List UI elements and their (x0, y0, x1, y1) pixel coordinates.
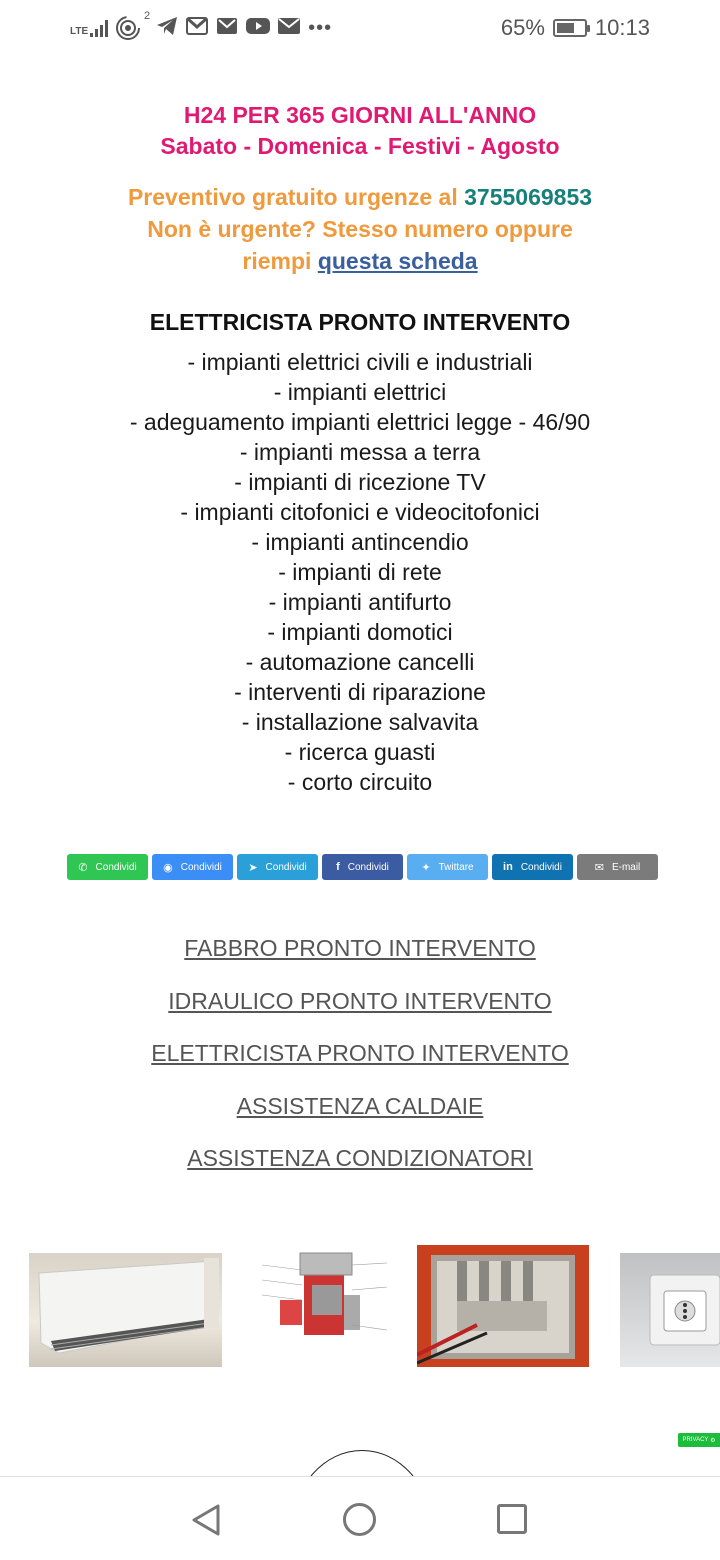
quote-line-2: Non è urgente? Stesso numero oppure (147, 216, 573, 242)
availability-banner (0, 100, 720, 162)
whatsapp-icon: ✆ (78, 861, 88, 874)
twitter-icon: ✦ (421, 861, 431, 874)
phone-number-link[interactable]: 3755069853 (464, 184, 593, 210)
home-button[interactable] (343, 1503, 376, 1536)
banner-line-2: Sabato - Domenica - Festivi - Agosto (160, 133, 560, 159)
lock-repair-image[interactable] (417, 1245, 589, 1367)
share-label: Condividi (265, 861, 307, 873)
service-item: - corto circuito (287, 769, 433, 795)
telegram-icon: ➤ (248, 861, 258, 874)
electrical-socket-image[interactable] (620, 1253, 720, 1367)
service-item: - impianti di rete (278, 559, 442, 585)
share-facebook-button[interactable] (322, 854, 403, 880)
telegram-icon (156, 16, 178, 41)
link-elettricista-pronto-intervento[interactable]: ELETTRICISTA PRONTO INTERVENTO (151, 1040, 569, 1066)
service-item: - adeguamento impianti elettrici legge - 46/90 (129, 409, 591, 435)
page-content (0, 100, 720, 797)
youtube-icon (246, 17, 270, 40)
share-twitter-button[interactable] (407, 854, 488, 880)
share-label: Condividi (520, 861, 562, 873)
privacy-badge[interactable] (678, 1433, 720, 1447)
share-label: Condividi (95, 861, 137, 873)
recent-apps-button[interactable] (497, 1504, 527, 1534)
quote-line-3 (0, 245, 720, 277)
back-button[interactable] (190, 1503, 222, 1542)
share-label: Twittare (438, 861, 474, 873)
service-item: - impianti domotici (267, 619, 453, 645)
share-linkedin-button[interactable] (492, 854, 573, 880)
share-label: Condividi (347, 861, 389, 873)
service-item: - impianti elettrici civili e industriali (187, 349, 533, 375)
battery-icon (553, 19, 587, 37)
services-list (0, 347, 720, 797)
share-email-button[interactable] (577, 854, 658, 880)
more-icon: ••• (308, 16, 333, 39)
share-label: E-mail (611, 861, 641, 873)
gmail-icon (186, 17, 208, 40)
service-item: - impianti antincendio (251, 529, 469, 555)
service-item: - installazione salvavita (241, 709, 479, 735)
status-right (501, 14, 650, 42)
quote-line-3-prefix: riempi (242, 248, 318, 274)
service-item: - impianti di ricezione TV (234, 469, 486, 495)
linkedin-icon: in (503, 861, 513, 873)
hotspot-icon (116, 10, 151, 40)
image-carousel[interactable] (0, 1245, 720, 1370)
service-item: - impianti elettrici (273, 379, 447, 405)
battery-percent: 65% (500, 15, 545, 40)
link-assistenza-caldaie[interactable]: ASSISTENZA CALDAIE (236, 1092, 484, 1119)
service-item: - impianti messa a terra (239, 439, 481, 465)
share-label: Condividi (180, 861, 222, 873)
system-navigation-bar (0, 1476, 720, 1560)
air-conditioner-image[interactable] (29, 1253, 222, 1367)
gear-icon: ⚙ (710, 1437, 716, 1444)
link-idraulico-pronto-intervento[interactable]: IDRAULICO PRONTO INTERVENTO (168, 987, 552, 1014)
status-bar (0, 0, 720, 56)
share-whatsapp-button[interactable] (67, 854, 148, 880)
service-item: - interventi di riparazione (234, 679, 486, 705)
facebook-icon: f (336, 861, 340, 873)
email-icon: ✉ (594, 861, 604, 874)
service-item: - impianti citofonici e videocitofonici (180, 499, 540, 525)
share-telegram-button[interactable] (237, 854, 318, 880)
share-messenger-button[interactable] (152, 854, 233, 880)
quote-block (0, 181, 720, 277)
share-buttons (67, 854, 658, 880)
boiler-diagram-image[interactable] (252, 1245, 394, 1355)
hotspot-count: 2 (144, 10, 151, 22)
service-item: - automazione cancelli (245, 649, 475, 675)
link-fabbro-pronto-intervento[interactable]: FABBRO PRONTO INTERVENTO (184, 935, 536, 961)
privacy-label: PRIVACY (682, 1437, 709, 1443)
gmail-icon (216, 17, 238, 40)
section-heading: ELETTRICISTA PRONTO INTERVENTO (149, 309, 571, 335)
banner-line-1: H24 PER 365 GIORNI ALL'ANNO (183, 102, 537, 128)
signal-icon (70, 19, 108, 37)
link-assistenza-condizionatori[interactable]: ASSISTENZA CONDIZIONATORI (187, 1145, 533, 1171)
status-icons (70, 10, 333, 42)
form-link[interactable]: questa scheda (317, 248, 478, 274)
network-type: LTE (70, 26, 89, 37)
quote-line-1 (0, 181, 720, 213)
quote-prefix: Preventivo gratuito urgenze al (127, 184, 465, 210)
related-links (0, 922, 720, 1185)
mail-icon (278, 17, 300, 40)
service-item: - impianti antifurto (268, 589, 452, 615)
messenger-icon: ◉ (163, 861, 173, 874)
clock: 10:13 (594, 15, 650, 40)
service-item: - ricerca guasti (284, 739, 436, 765)
